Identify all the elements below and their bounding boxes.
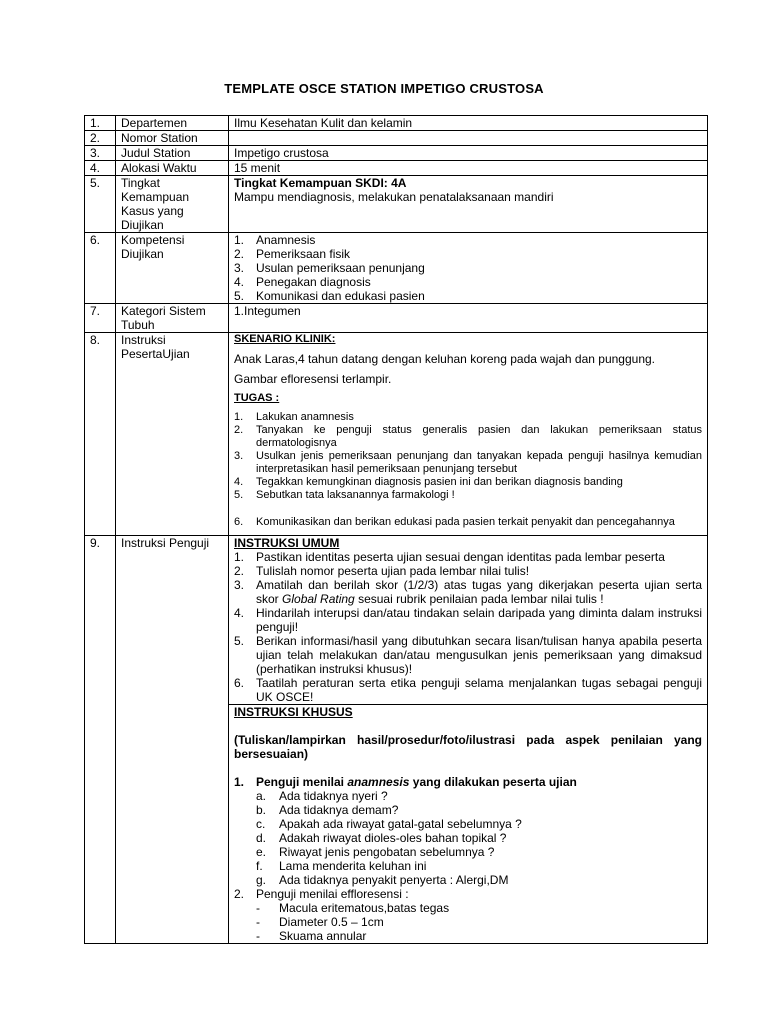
row-label: Kategori Sistem Tubuh xyxy=(116,304,229,333)
general-instructions xyxy=(229,536,708,705)
skdi-description: Mampu mendiagnosis, melakukan penatalaksanaan mandiri xyxy=(234,190,554,204)
list-item: d. Adakah riwayat dioles-oles bahan topikal ? xyxy=(256,831,507,845)
table-row xyxy=(85,304,708,333)
list-item: - Macula eritematous,batas tegas xyxy=(256,901,450,915)
list-item: 5. Sebutkan tata laksanannya farmakologi ! xyxy=(234,489,455,501)
row-number: 9. xyxy=(85,536,116,944)
row-label: Departemen xyxy=(116,116,229,131)
row-label: Kompetensi Diujikan xyxy=(116,233,229,304)
row-number: 3. xyxy=(85,146,116,161)
special-instructions xyxy=(229,705,708,944)
scenario-text: Anak Laras,4 tahun datang dengan keluhan koreng pada wajah dan punggung. xyxy=(234,352,656,366)
row-number: 8. xyxy=(85,333,116,536)
table-row xyxy=(85,146,708,161)
row-value: 15 menit xyxy=(229,161,708,176)
list-item: 4. Tegakkan kemungkinan diagnosis pasien ini dan berikan diagnosis banding xyxy=(234,476,623,488)
efflorescence-criteria-heading: 2. Penguji menilai effloresensi : xyxy=(234,887,409,901)
list-item: 1. Anamnesis xyxy=(234,233,316,247)
row-value: Impetigo crustosa xyxy=(229,146,708,161)
row-label: Nomor Station xyxy=(116,131,229,146)
task-list xyxy=(234,411,702,529)
special-instructions-note: (Tuliskan/lampirkan hasil/prosedur/foto/ilustrasi pada aspek penilaian yang bersesuaian) xyxy=(234,733,702,761)
list-item: e. Riwayat jenis pengobatan sebelumnya ? xyxy=(256,845,495,859)
list-item: f. Lama menderita keluhan ini xyxy=(256,859,427,873)
table-row xyxy=(85,333,708,536)
row-number: 4. xyxy=(85,161,116,176)
list-item: 5. Berikan informasi/hasil yang dibutuhkan secara lisan/tulisan hanya apabila peserta ujian telah melakukan dan/atau mengusulkan jenis pemeriksaan yang dimaksud (perhatikan instruksi khusus)! xyxy=(234,634,702,676)
list-item: - Skuama annular xyxy=(256,929,367,943)
list-item: 3. Usulan pemeriksaan penunjang xyxy=(234,261,425,275)
list-item: 6. Komunikasikan dan berikan edukasi pada pasien terkait penyakit dan pencegahannya xyxy=(234,516,675,528)
row-number: 5. xyxy=(85,176,116,233)
skdi-level: Tingkat Kemampuan SKDI: 4A xyxy=(234,176,407,190)
list-item: 5. Komunikasi dan edukasi pasien xyxy=(234,289,425,303)
tasks-heading: TUGAS : xyxy=(234,392,280,404)
row-label: Tingkat Kemampuan Kasus yang Diujikan xyxy=(116,176,229,233)
scenario-image-note: Gambar efloresensi terlampir. xyxy=(234,372,392,386)
row-value xyxy=(229,176,708,233)
special-instructions-heading: INSTRUKSI KHUSUS xyxy=(234,705,353,719)
list-item: 2. Tanyakan ke penguji status generalis pasien dan lakukan pemeriksaan status dermatologisnya xyxy=(234,424,702,449)
table-row xyxy=(85,536,708,705)
row-number: 7. xyxy=(85,304,116,333)
list-item: g. Ada tidaknya penyakit penyerta : Alergi,DM xyxy=(256,873,509,887)
list-item: 2. Pemeriksaan fisik xyxy=(234,247,351,261)
list-item: b. Ada tidaknya demam? xyxy=(256,803,399,817)
row-label: Instruksi Penguji xyxy=(116,536,229,944)
table-row xyxy=(85,116,708,131)
document-title: TEMPLATE OSCE STATION IMPETIGO CRUSTOSA xyxy=(224,81,544,96)
list-item: 6. Taatilah peraturan serta etika penguji selama menjalankan tugas sebagai penguji UK OSCE! xyxy=(234,676,702,704)
list-item: 3. Usulkan jenis pemeriksaan penunjang dan tanyakan kepada penguji hasilnya kemudian interpretasikan hasil pemeriksaan penunjang tersebut xyxy=(234,450,702,475)
row-label: Instruksi PesertaUjian xyxy=(116,333,229,536)
row-label: Judul Station xyxy=(116,146,229,161)
anamnesis-criteria-heading: 1. Penguji menilai anamnesis yang dilakukan peserta ujian xyxy=(234,775,577,789)
table-row xyxy=(85,233,708,304)
row-value xyxy=(229,131,708,146)
table-row xyxy=(85,131,708,146)
list-item: c. Apakah ada riwayat gatal-gatal sebelumnya ? xyxy=(256,817,522,831)
list-item: 4. Penegakan diagnosis xyxy=(234,275,371,289)
row-number: 1. xyxy=(85,116,116,131)
list-item: 3. Amatilah dan berilah skor (1/2/3) atas tugas yang dikerjakan peserta ujian serta skor Global Rating sesuai rubrik penilaian pada lembar nilai tulis ! xyxy=(234,578,702,606)
scenario-heading: SKENARIO KLINIK: xyxy=(234,333,336,345)
osce-station-table xyxy=(84,115,708,944)
row-number: 6. xyxy=(85,233,116,304)
table-row xyxy=(85,161,708,176)
row-value: Ilmu Kesehatan Kulit dan kelamin xyxy=(229,116,708,131)
list-item: a. Ada tidaknya nyeri ? xyxy=(256,789,388,803)
participant-instructions xyxy=(229,333,708,536)
row-number: 2. xyxy=(85,131,116,146)
general-instructions-heading: INSTRUKSI UMUM xyxy=(234,536,340,550)
list-item: - Diameter 0.5 – 1cm xyxy=(256,915,384,929)
competency-list xyxy=(229,233,708,304)
list-item: 1. Lakukan anamnesis xyxy=(234,411,354,423)
list-item: 2. Tulislah nomor peserta ujian pada lembar nilai tulis! xyxy=(234,564,530,578)
list-item: 4. Hindarilah interupsi dan/atau tindakan selain daripada yang diminta dalam instruksi penguji! xyxy=(234,606,702,634)
list-item: 1. Pastikan identitas peserta ujian sesuai dengan identitas pada lembar peserta xyxy=(234,550,665,564)
row-value: 1.Integumen xyxy=(229,304,708,333)
table-row xyxy=(85,176,708,233)
row-label: Alokasi Waktu xyxy=(116,161,229,176)
